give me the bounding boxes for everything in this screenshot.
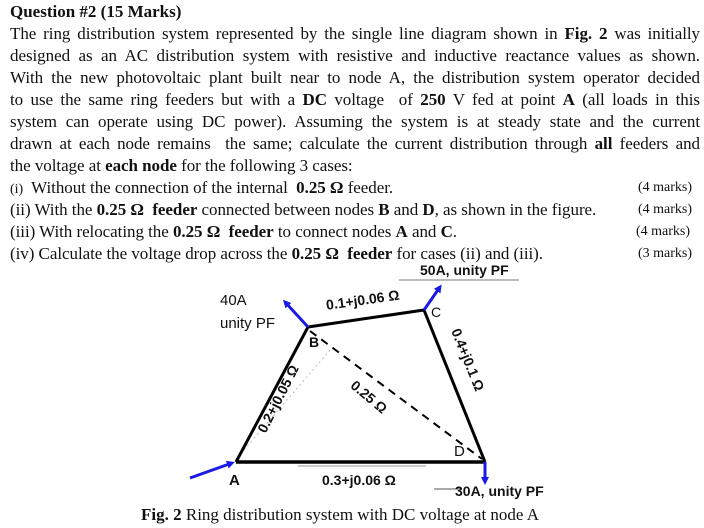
text-run: voltage of xyxy=(326,90,421,109)
text-run: and xyxy=(407,222,441,241)
bold-run: DC xyxy=(302,90,327,109)
caption-label: Fig. 2 xyxy=(141,505,182,524)
text-run: feeders and xyxy=(612,134,700,153)
text-run: connected between nodes xyxy=(197,200,379,219)
bold-run: A xyxy=(395,222,408,241)
source-arrow-a xyxy=(190,463,232,478)
bold-run: 250 xyxy=(420,90,446,109)
text-run: and xyxy=(389,200,423,219)
bold-run: A xyxy=(562,90,575,109)
node-a-label: A xyxy=(229,472,240,489)
impedance-ad: 0.3+j0.06 Ω xyxy=(322,472,396,488)
text-run: for cases (ii) and (iii). xyxy=(392,244,543,263)
node-c-label: C xyxy=(431,304,442,320)
text-run: the voltage at xyxy=(10,156,106,175)
bold-run: all xyxy=(594,134,613,153)
text-run: With the xyxy=(30,200,97,219)
text-run: The ring distribution system represented by the single line diagram shown in xyxy=(10,24,565,43)
load-b-amps: 40A xyxy=(220,292,247,309)
bold-run: 0.25 Ω xyxy=(296,178,344,197)
figure-caption xyxy=(141,505,539,525)
bold-run: each node xyxy=(105,156,177,175)
impedance-bd: 0.25 Ω xyxy=(347,377,391,417)
text-run: designed as an AC distribution system with resistive and inductive reactance values as shown. xyxy=(10,46,700,65)
text-run: V fed at point xyxy=(445,90,563,109)
text-run: to connect nodes xyxy=(273,222,396,241)
case-number: (ii) xyxy=(10,200,31,219)
text-run: , as shown in the figure. xyxy=(434,200,597,219)
text-run: . xyxy=(452,222,457,241)
bold-run: Fig. 2 xyxy=(564,24,608,43)
impedance-cd: 0.4+j0.1 Ω xyxy=(448,326,488,394)
bold-run: B xyxy=(378,200,390,219)
bold-run: D xyxy=(422,200,435,219)
text-run: drawn at each node remains the same; calculate the current distribution through xyxy=(10,134,595,153)
text-run: feeder. xyxy=(343,178,394,197)
text-run: for the following 3 cases: xyxy=(176,156,353,175)
load-arrow-b xyxy=(285,302,308,327)
bold-run: 0.25 Ω feeder xyxy=(172,222,274,241)
text-run: With relocating the xyxy=(35,222,173,241)
question-title: Question #2 (15 Marks) xyxy=(10,2,182,21)
caption-text: Ring distribution system with DC voltage at node A xyxy=(181,505,540,524)
case-ii-marks: (4 marks) xyxy=(638,202,693,217)
node-d-label: D xyxy=(454,443,465,460)
text-run: to use the same ring feeders but with a xyxy=(10,90,303,109)
text-run: Without the connection of the internal xyxy=(23,178,297,197)
text-run: (all loads in this xyxy=(574,90,700,109)
load-b-pf: unity PF xyxy=(220,315,276,332)
case-i-marks: (4 marks) xyxy=(638,180,693,195)
node-b-label: B xyxy=(309,334,320,350)
text-run: system can operate using DC power). Assuming the system is at steady state and the current xyxy=(10,112,700,131)
case-number: (iv) xyxy=(10,244,35,263)
text-run: Calculate the voltage drop across the xyxy=(34,244,292,263)
load-d-label: 30A, unity PF xyxy=(455,483,544,499)
bold-run: 0.25 Ω feeder xyxy=(291,244,393,263)
case-number: (iii) xyxy=(10,222,36,241)
bold-run: 0.25 Ω feeder xyxy=(96,200,198,219)
case-iii-marks: (4 marks) xyxy=(636,224,691,239)
load-c-label: 50A, unity PF xyxy=(420,262,509,278)
impedance-bc: 0.1+j0.06 Ω xyxy=(325,286,401,313)
text-run: With the new photovoltaic plant built near to node A, the distribution system operator decided xyxy=(10,68,700,87)
case-number: (i) xyxy=(10,182,24,197)
case-iv-marks: (3 marks) xyxy=(638,246,693,261)
bold-run: C xyxy=(440,222,453,241)
feeder-bc xyxy=(308,310,424,327)
text-run: was initially xyxy=(607,24,701,43)
impedance-ab: 0.2+j0.05 Ω xyxy=(254,362,302,436)
